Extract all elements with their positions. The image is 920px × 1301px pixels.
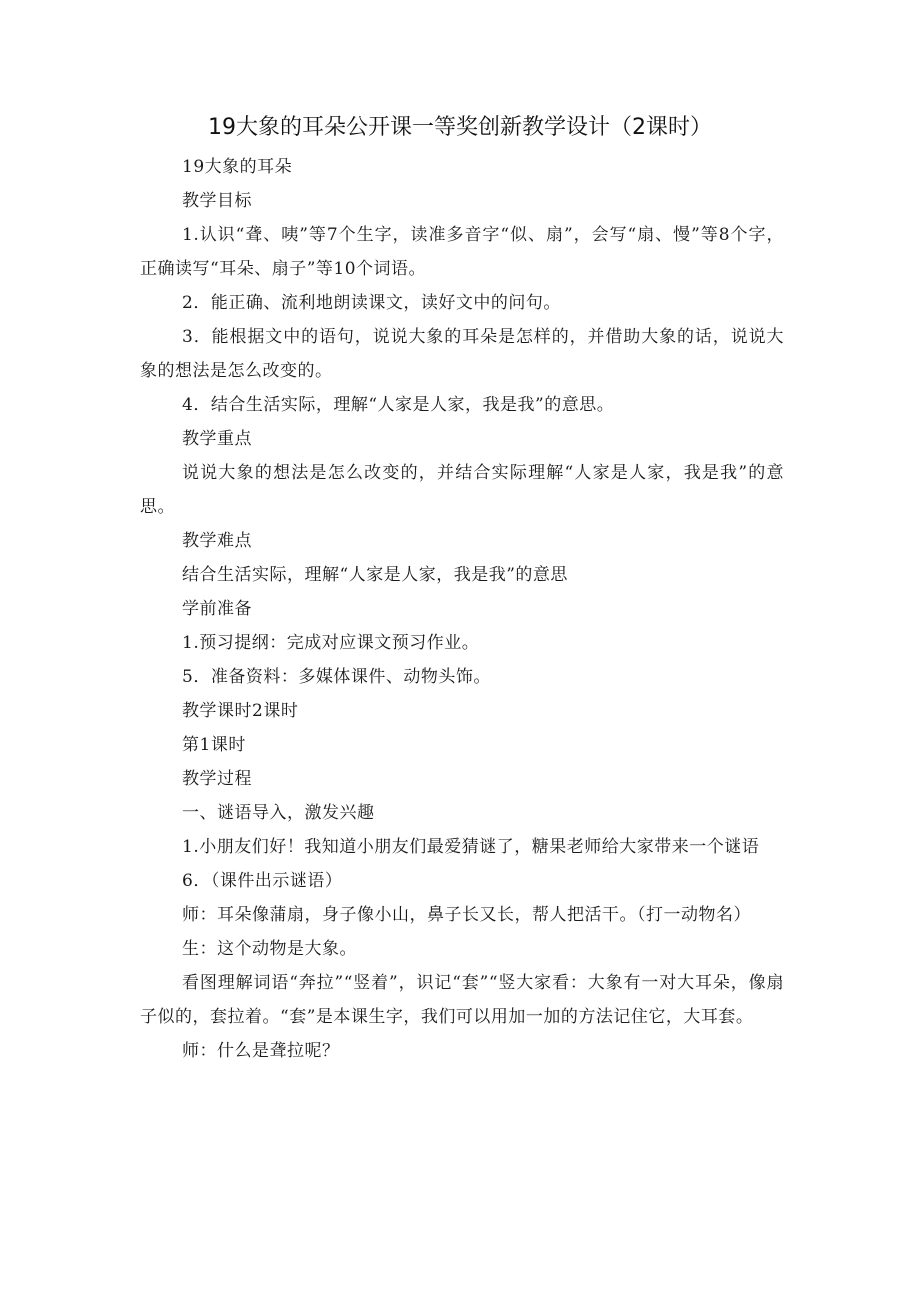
goal-item-3: 3．能根据文中的语句，说说大象的耳朵是怎样的，并借助大象的话，说说大象的想法是怎么改变的。 (140, 327, 784, 381)
dialogue-teacher: 师：什么是聋拉呢？ (182, 1041, 340, 1061)
process-paragraph: 1.小朋友们好！我知道小朋友们最爱猜谜了，糖果老师给大家带来一个谜语 (182, 837, 760, 857)
process-paragraph: 看图理解词语“奔拉”“竖着”，识记“套”“竖大家看：大象有一对大耳朵，像扇子似的，套拉着。“套”是本课生字，我们可以用加一加的方法记住它，大耳套。 (140, 973, 784, 1027)
process-paragraph: 6．（课件出示谜语） (182, 871, 343, 891)
lesson-hours: 教学课时2课时 (182, 701, 299, 721)
section-heading-preparation: 学前准备 (182, 599, 252, 619)
section-heading-process: 教学过程 (182, 769, 252, 789)
section-heading-goals: 教学目标 (182, 191, 252, 211)
focus-text: 说说大象的想法是怎么改变的，并结合实际理解“人家是人家，我是我”的意思。 (140, 463, 784, 517)
lesson-name: 19大象的耳朵 (182, 157, 293, 177)
section-heading-focus: 教学重点 (182, 429, 252, 449)
document-title: 19大象的耳朵公开课一等奖创新教学设计（2课时） (208, 115, 712, 140)
dialogue-student: 生：这个动物是大象。 (182, 939, 357, 959)
goal-item-4: 4．结合生活实际，理解“人家是人家，我是我”的意思。 (182, 395, 615, 415)
preparation-item-2: 5．准备资料：多媒体课件、动物头饰。 (182, 667, 491, 687)
difficulty-text: 结合生活实际，理解“人家是人家，我是我”的意思 (182, 565, 568, 585)
goal-item-1: 1.认识“聋、咦”等7个生字，读准多音字“似、扇”，会写“扇、慢”等8个字，正确读写“耳朵、扇子”等10个词语。 (140, 225, 784, 279)
document-body (140, 150, 784, 1068)
section-heading-difficulty: 教学难点 (182, 531, 252, 551)
period-heading: 第1课时 (182, 735, 246, 755)
dialogue-teacher: 师：耳朵像蒲扇，身子像小山，鼻子长又长，帮人把活干。（打一动物名） (182, 905, 751, 925)
preparation-item-1: 1.预习提纲：完成对应课文预习作业。 (182, 633, 480, 653)
process-step-heading: 一、谜语导入，激发兴趣 (182, 803, 375, 823)
goal-item-2: 2．能正确、流利地朗读课文，读好文中的问句。 (182, 293, 561, 313)
